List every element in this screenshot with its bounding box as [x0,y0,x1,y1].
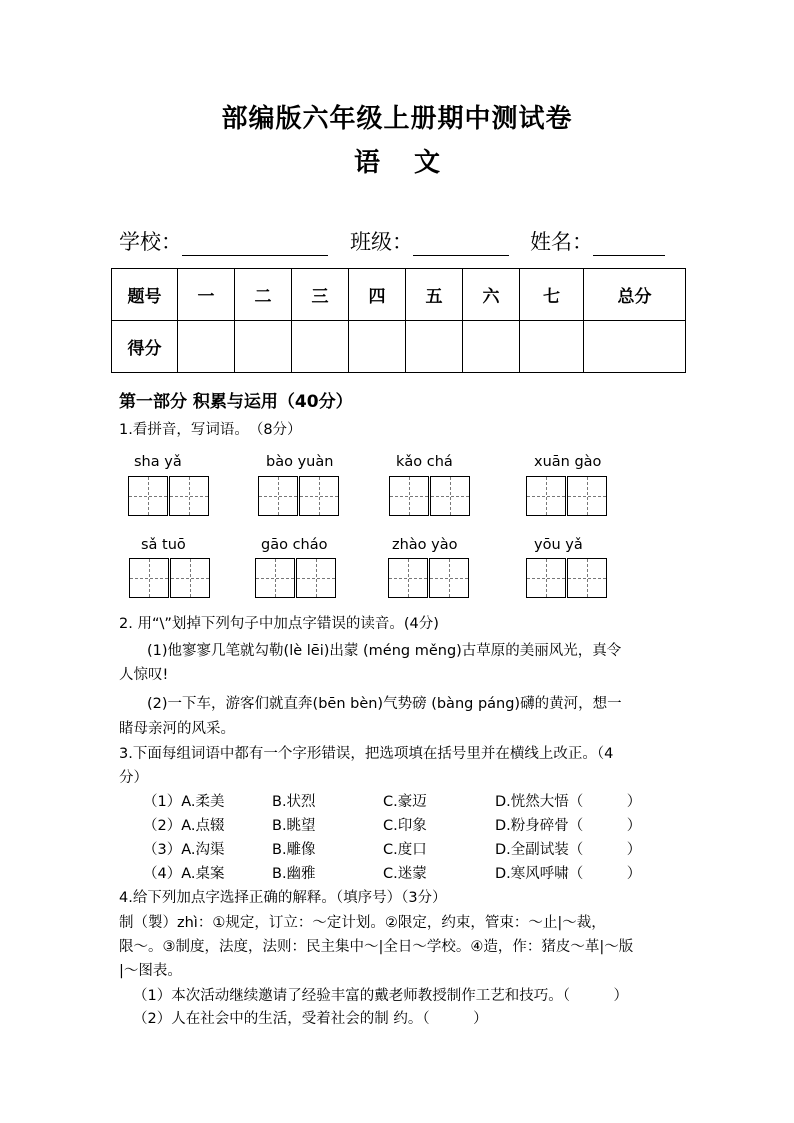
subject-title: 语文 [353,148,474,178]
q4-definition-line-1: 制（製）zhì：①规定，订立：～定计划。②限定，约束，管束：～止|～裁， [119,915,606,931]
name-label: 姓名： [530,230,593,254]
tianzige-box[interactable] [430,476,470,516]
q3-row-option-c: C.迷蒙 [383,866,427,882]
pinyin-label: kǎo chá [396,454,453,470]
q4-definition-line-2: 限～。③制度，法度，法则：民主集中～|全日～学校。④造，作：猪皮～革|～版 [119,939,634,955]
q3-row-option-b: B.状烈 [272,794,316,810]
class-blank[interactable] [413,233,509,256]
pinyin-label: sǎ tuō [141,537,186,553]
tianzige-box[interactable] [526,476,566,516]
q3-row-option-b: B.幽雅 [272,866,316,882]
score-cell[interactable] [178,321,235,373]
school-field [119,226,328,256]
tianzige-box[interactable] [567,476,607,516]
tianzige-box[interactable] [389,476,429,516]
q3-row-option-a: （3）A.沟渠 [143,842,225,858]
tianzige-box[interactable] [388,558,428,598]
class-label: 班级： [350,230,413,254]
score-cell[interactable] [406,321,463,373]
q3-row-option-d: D.粉身碎骨（ ） [495,818,642,834]
score-cell[interactable] [584,321,686,373]
q3-row-option-b: B.雕像 [272,842,316,858]
q4-sentence-1: （1）本次活动继续邀请了经验丰富的戴老师教授制作工艺和技巧。（ ） [133,988,628,1004]
q3-row-option-b: B.眺望 [272,818,316,834]
tianzige-box[interactable] [299,476,339,516]
q2-sentence-1-cont: 人惊叹! [119,667,169,683]
q4-prompt: 4.给下列加点字选择正确的解释。（填序号）（3分） [119,890,447,906]
school-blank[interactable] [182,233,328,256]
pinyin-label: sha yǎ [134,454,182,470]
q3-row-option-d: D.寒风呼啸（ ） [495,866,642,882]
name-blank[interactable] [593,233,665,256]
pinyin-label: xuān gào [534,454,602,470]
score-header-cell: 四 [349,269,406,321]
tianzige-box[interactable] [429,558,469,598]
score-cell[interactable] [349,321,406,373]
score-header-cell: 题号 [112,269,178,321]
q3-row-option-c: C.豪迈 [383,794,427,810]
q3-row-option-d: D.恍然大悟（ ） [495,794,642,810]
score-header-cell: 二 [235,269,292,321]
score-header-cell: 总分 [584,269,686,321]
score-cell[interactable] [463,321,520,373]
tianzige-box[interactable] [567,558,607,598]
q3-prompt-cont: 分） [119,770,148,786]
q3-prompt: 3.下面每组词语中都有一个字形错误，把选项填在括号里并在横线上改正。（4 [119,746,614,762]
score-cell[interactable] [292,321,349,373]
q4-sentence-2: （2）人在社会中的生活，受着社会的制 约。（ ） [133,1011,488,1027]
exam-title: 部编版六年级上册期中测试卷 [221,104,573,134]
score-cell[interactable] [520,321,584,373]
q3-row-option-d: D.全副试装（ ） [495,842,642,858]
q2-sentence-1: (1)他寥寥几笔就勾勒(lè lēi)出蒙 (méng měng)古草原的美丽风光，真令 [147,643,622,659]
q3-row-option-a: （1）A.柔美 [143,794,225,810]
pinyin-label: yōu yǎ [534,537,583,553]
q4-definition-line-3: |～图表。 [119,963,182,979]
tianzige-box[interactable] [255,558,295,598]
q2-sentence-2-cont: 睹母亲河的风采。 [119,721,235,737]
q3-row-option-c: C.印象 [383,818,427,834]
score-table-header-row [112,269,686,321]
pinyin-label: zhào yào [392,537,458,553]
q3-row-option-a: （2）A.点辍 [143,818,225,834]
q2-sentence-2: (2)一下车，游客们就直奔(bēn bèn)气势磅 (bàng páng)礴的黄河，想一 [147,696,622,712]
score-table-score-row [112,321,686,373]
pinyin-label: gāo cháo [261,537,328,553]
school-label: 学校： [119,230,182,254]
tianzige-box[interactable] [170,558,210,598]
tianzige-box[interactable] [526,558,566,598]
name-field [530,226,665,256]
tianzige-box[interactable] [169,476,209,516]
part1-heading: 第一部分 积累与运用（40分） [119,392,353,412]
q2-prompt: 2. 用“\”划掉下列句子中加点字错误的读音。(4分) [119,616,439,632]
score-table [111,268,686,373]
score-header-cell: 六 [463,269,520,321]
score-header-cell: 三 [292,269,349,321]
q1-prompt: 1.看拼音，写词语。 （8分） [119,422,302,438]
score-header-cell: 五 [406,269,463,321]
score-row-label: 得分 [112,321,178,373]
tianzige-box[interactable] [296,558,336,598]
q3-row-option-a: （4）A.桌案 [143,866,225,882]
score-header-cell: 一 [178,269,235,321]
pinyin-label: bào yuàn [266,454,334,470]
q3-row-option-c: C.度口 [383,842,427,858]
tianzige-box[interactable] [128,476,168,516]
score-cell[interactable] [235,321,292,373]
score-header-cell: 七 [520,269,584,321]
class-field [350,226,509,256]
tianzige-box[interactable] [129,558,169,598]
tianzige-box[interactable] [258,476,298,516]
